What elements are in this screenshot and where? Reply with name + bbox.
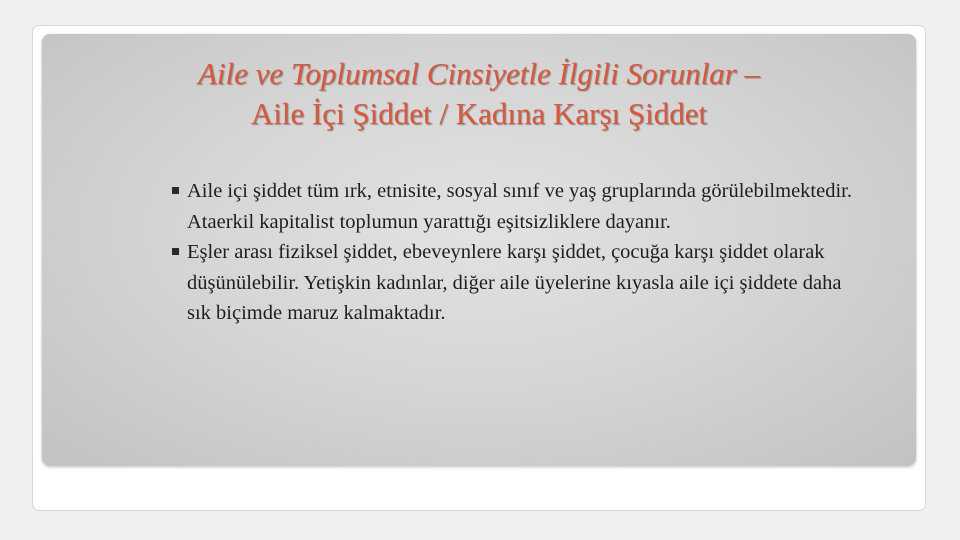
bullet-list — [172, 176, 862, 329]
slide-title-line-1: Aile ve Toplumsal Cinsiyetle İlgili Sorunlar – — [198, 56, 760, 91]
bullet-item — [172, 237, 862, 329]
square-bullet-icon — [172, 187, 179, 194]
bullet-text: Eşler arası fiziksel şiddet, ebeveynlere karşı şiddet, çocuğa karşı şiddet olarak düşünülebilir. Yetişkin kadınlar, diğer aile üyelerine kıyasla aile içi şiddete daha sık biçimde maruz kalmaktadır. — [187, 241, 842, 324]
slide-title — [42, 54, 916, 134]
bullet-text: Aile içi şiddet tüm ırk, etnisite, sosyal sınıf ve yaş gruplarında görülebilmektedir. Ataerkil kapitalist toplumun yarattığı eşitsizliklere dayanır. — [187, 180, 852, 233]
bullet-item — [172, 176, 862, 237]
slide-title-line-2: Aile İçi Şiddet / Kadına Karşı Şiddet — [250, 96, 708, 131]
square-bullet-icon — [172, 248, 179, 255]
